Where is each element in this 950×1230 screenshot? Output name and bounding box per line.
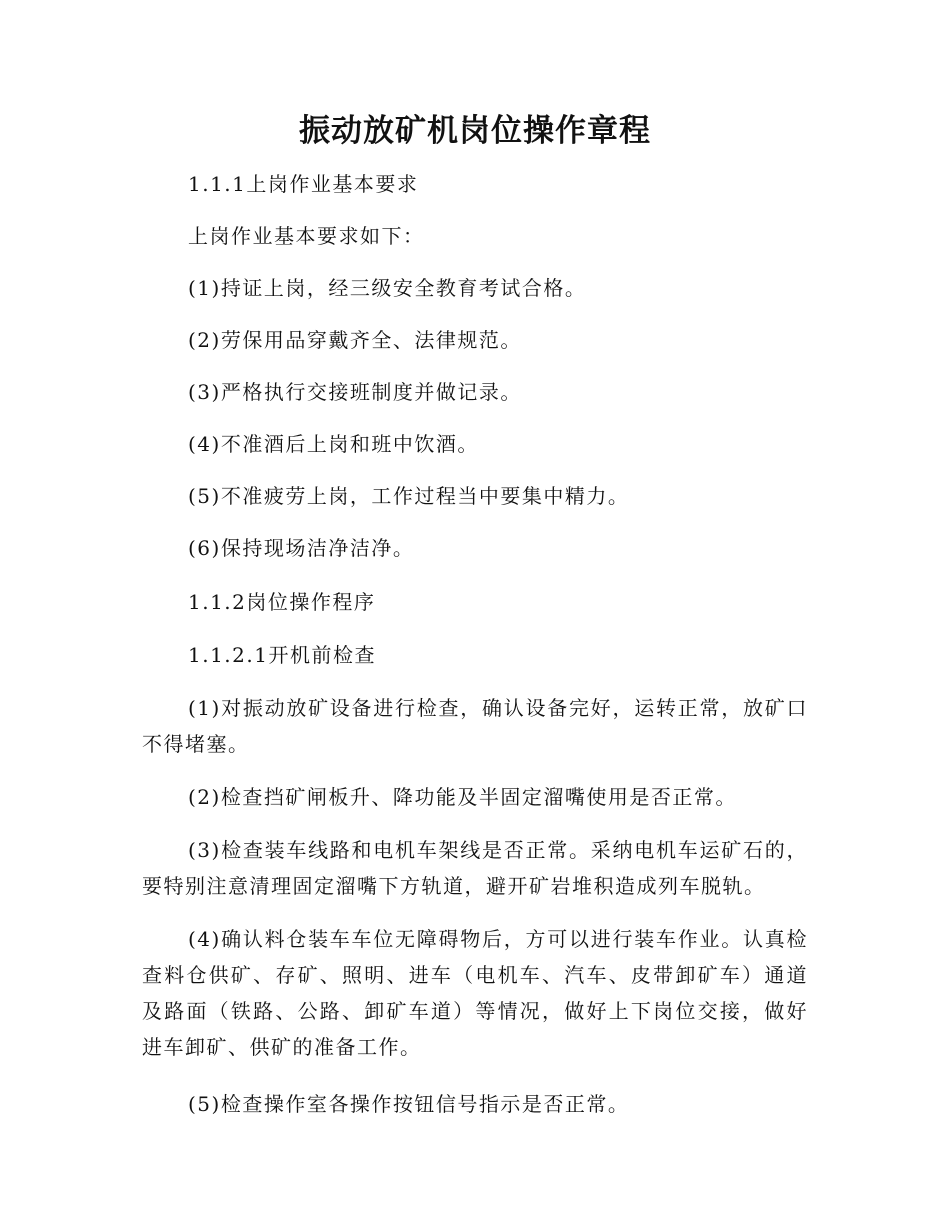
check-item-1: (1)对振动放矿设备进行检查，确认设备完好，运转正常，放矿口不得堵塞。 — [142, 696, 808, 756]
requirement-item-3: (3)严格执行交接班制度并做记录。 — [188, 380, 522, 404]
check-item-2: (2)检查挡矿闸板升、降功能及半固定溜嘴使用是否正常。 — [188, 785, 737, 809]
requirement-item-4: (4)不准酒后上岗和班中饮酒。 — [188, 432, 479, 456]
section-heading-1-1-2: 1.1.2岗位操作程序 — [188, 590, 376, 614]
requirement-item-5: (5)不准疲劳上岗，工作过程当中要集中精力。 — [188, 484, 630, 508]
requirement-item-6: (6)保持现场洁净洁净。 — [188, 536, 415, 560]
document-title: 振动放矿机岗位操作章程 — [299, 113, 651, 149]
check-item-3: (3)检查装车线路和电机车架线是否正常。采纳电机车运矿石的，要特别注意清理固定溜嘴下方轨道，避开矿岩堆积造成列车脱轨。 — [142, 838, 808, 898]
paragraph-intro: 上岗作业基本要求如下： — [188, 224, 425, 248]
check-item-4: (4)确认料仓装车车位无障碍物后，方可以进行装车作业。认真检查料仓供矿、存矿、照明、进车（电机车、汽车、皮带卸矿车）通道及路面（铁路、公路、卸矿车道）等情况，做好上下岗位交接，做好进车卸矿、供矿的准备工作。 — [142, 927, 808, 1059]
section-heading-1-1-2-1: 1.1.2.1开机前检查 — [188, 643, 376, 667]
requirement-item-1: (1)持证上岗，经三级安全教育考试合格。 — [188, 276, 587, 300]
requirement-item-2: (2)劳保用品穿戴齐全、法律规范。 — [188, 328, 522, 352]
section-heading-1-1-1: 1.1.1上岗作业基本要求 — [188, 172, 419, 196]
check-item-5: (5)检查操作室各操作按钮信号指示是否正常。 — [188, 1092, 630, 1116]
